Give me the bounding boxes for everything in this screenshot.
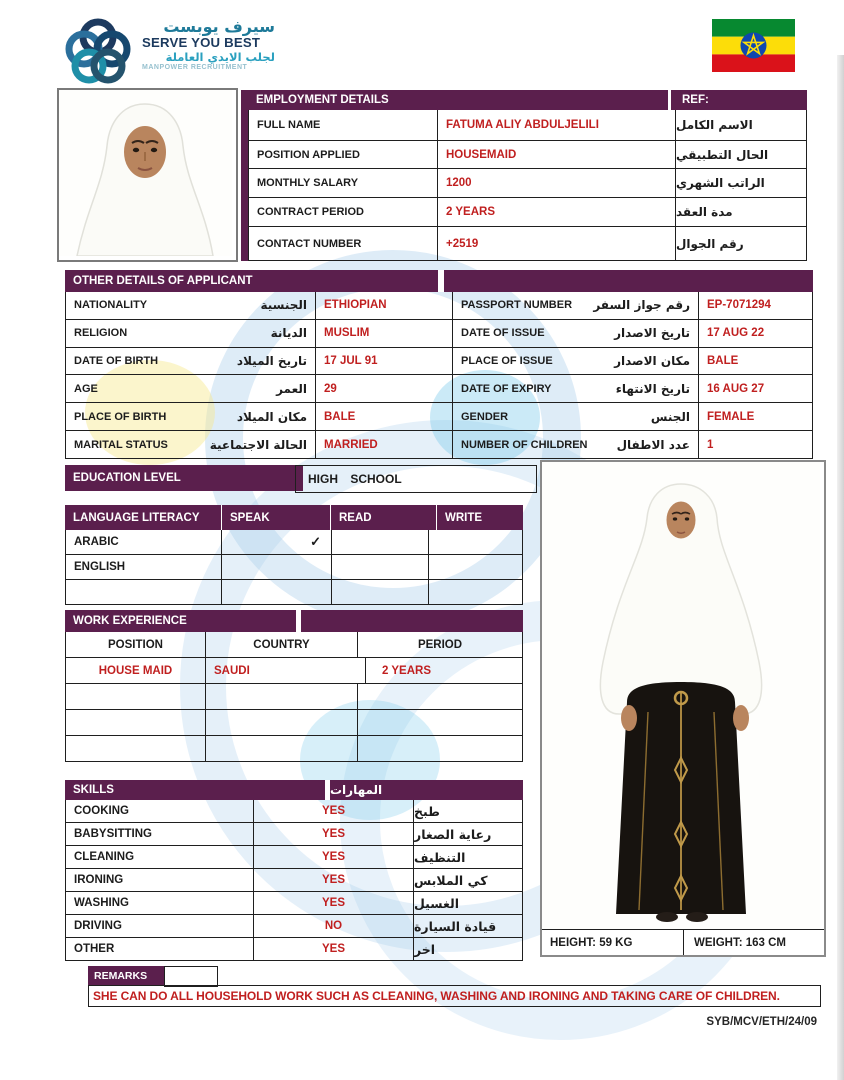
field-label-arabic: رقم جواز السفر bbox=[593, 298, 690, 313]
work-experience-table bbox=[65, 610, 523, 762]
column-header: WRITE bbox=[436, 505, 523, 530]
other-details-table bbox=[65, 270, 813, 459]
country-value bbox=[206, 710, 358, 735]
education-level-label: EDUCATION LEVEL bbox=[65, 465, 303, 491]
remarks-box bbox=[88, 985, 821, 1007]
applicant-portrait-photo bbox=[57, 88, 238, 262]
field-label-arabic: تاريخ الاصدار bbox=[614, 326, 690, 341]
skill-value: YES bbox=[254, 938, 414, 960]
field-label-arabic: مكان الاصدار bbox=[614, 354, 690, 369]
table-row bbox=[66, 709, 522, 735]
field-label-arabic: مدة العقد bbox=[676, 205, 733, 219]
field-label-arabic: مكان الميلاد bbox=[236, 409, 307, 424]
brand-arabic-tagline: لجلب الايدي العاملة bbox=[165, 49, 275, 64]
education-level-value: HIGH SCHOOL bbox=[295, 465, 537, 493]
write-cell bbox=[429, 555, 522, 579]
field-value: 1200 bbox=[438, 169, 676, 197]
skill-label: OTHER bbox=[66, 938, 254, 960]
field-value: FEMALE bbox=[707, 410, 755, 423]
table-row bbox=[249, 197, 806, 226]
brand-english-tagline: MANPOWER RECRUITMENT bbox=[142, 63, 248, 71]
column-header: PERIOD bbox=[417, 638, 463, 651]
table-row bbox=[249, 110, 806, 140]
field-label-arabic: الديانة bbox=[270, 326, 307, 341]
fullbody-photo-area bbox=[542, 462, 824, 929]
skills-table bbox=[65, 780, 523, 961]
work-experience-header bbox=[65, 610, 523, 632]
field-value: ETHIOPIAN bbox=[316, 292, 453, 319]
other-details-title: OTHER DETAILS OF APPLICANT bbox=[65, 270, 438, 292]
read-cell bbox=[332, 555, 429, 579]
skill-label: WASHING bbox=[66, 892, 254, 914]
skill-value: YES bbox=[254, 800, 414, 822]
language-literacy-table bbox=[65, 505, 523, 605]
field-label: MONTHLY SALARY bbox=[249, 169, 438, 197]
field-value: 16 AUG 27 bbox=[707, 382, 765, 395]
skill-label-arabic: كي الملابس bbox=[414, 872, 488, 888]
field-label-arabic: العمر bbox=[276, 381, 307, 396]
employment-title: EMPLOYMENT DETAILS bbox=[248, 90, 668, 110]
field-value: BALE bbox=[707, 355, 739, 368]
field-label-arabic: رقم الجوال bbox=[676, 236, 744, 251]
field-label-arabic: الحالة الاجتماعية bbox=[209, 437, 307, 452]
skills-title-arabic: المهارات bbox=[330, 780, 523, 800]
ref-label: REF: bbox=[671, 90, 807, 110]
read-cell bbox=[332, 530, 429, 554]
other-details-header-right bbox=[444, 270, 813, 292]
remarks-text: SHE CAN DO ALL HOUSEHOLD WORK SUCH AS CLEANING, WASHING AND IRONING AND TAKING CARE OF CHILDREN. bbox=[93, 989, 780, 1003]
write-cell bbox=[429, 530, 522, 554]
field-value: 17 JUL 91 bbox=[316, 348, 453, 375]
field-label: POSITION APPLIED bbox=[249, 141, 438, 168]
field-label: PASSPORT NUMBER bbox=[461, 299, 573, 312]
field-label: GENDER bbox=[461, 410, 509, 423]
language-name bbox=[66, 580, 222, 604]
employment-header bbox=[248, 90, 807, 110]
field-label: DATE OF ISSUE bbox=[461, 327, 545, 340]
skill-label: BABYSITTING bbox=[66, 823, 254, 845]
period-value bbox=[358, 736, 522, 761]
weight-value: WEIGHT: 163 CM bbox=[694, 936, 787, 949]
skill-value: YES bbox=[254, 869, 414, 891]
field-value: MARRIED bbox=[316, 431, 453, 458]
skill-label-arabic: الغسيل bbox=[414, 895, 460, 911]
table-row bbox=[66, 657, 522, 683]
work-experience-header-right bbox=[301, 610, 523, 632]
skill-label-arabic: رعاية الصغار bbox=[414, 826, 492, 842]
skill-label: COOKING bbox=[66, 800, 254, 822]
field-label-arabic: الراتب الشهري bbox=[676, 176, 765, 190]
field-value: 29 bbox=[316, 375, 453, 402]
table-row bbox=[66, 374, 812, 402]
skill-value: NO bbox=[254, 915, 414, 937]
skill-label: CLEANING bbox=[66, 846, 254, 868]
table-row bbox=[66, 891, 522, 914]
skill-label-arabic: طبخ bbox=[414, 803, 440, 819]
table-row bbox=[66, 937, 522, 960]
read-cell bbox=[332, 580, 429, 604]
remarks-title: REMARKS bbox=[88, 966, 170, 985]
language-name: ENGLISH bbox=[66, 555, 222, 579]
field-value: EP-7071294 bbox=[707, 299, 771, 312]
field-label: DATE OF BIRTH bbox=[74, 355, 159, 368]
scan-edge-shadow bbox=[837, 55, 844, 1080]
field-label: RELIGION bbox=[74, 327, 128, 340]
column-header: POSITION bbox=[66, 632, 206, 657]
table-row bbox=[66, 530, 522, 554]
height-weight-row bbox=[542, 929, 824, 955]
speak-cell bbox=[222, 555, 332, 579]
table-row bbox=[66, 822, 522, 845]
position-value bbox=[66, 736, 206, 761]
field-label-arabic: عدد الاطفال bbox=[616, 437, 690, 452]
language-name: ARABIC bbox=[66, 530, 222, 554]
column-header: READ bbox=[330, 505, 436, 530]
work-experience-title: WORK EXPERIENCE bbox=[65, 610, 296, 632]
applicant-fullbody-photo bbox=[540, 460, 826, 957]
field-label: FULL NAME bbox=[249, 110, 438, 140]
speak-cell bbox=[222, 580, 332, 604]
table-row bbox=[66, 579, 522, 604]
skill-value: YES bbox=[254, 892, 414, 914]
skill-label: DRIVING bbox=[66, 915, 254, 937]
field-label: NUMBER OF CHILDREN bbox=[461, 438, 588, 451]
field-label-arabic: الاسم الكامل bbox=[676, 118, 753, 132]
check-icon: ✓ bbox=[222, 530, 332, 554]
language-header bbox=[65, 505, 523, 530]
field-label: CONTRACT PERIOD bbox=[249, 198, 438, 226]
field-label: AGE bbox=[74, 382, 98, 395]
table-row bbox=[66, 347, 812, 375]
brand-english-name: SERVE YOU BEST bbox=[142, 34, 261, 50]
document-reference-code: SYB/MCV/ETH/24/09 bbox=[706, 1016, 817, 1028]
table-row bbox=[66, 430, 812, 458]
field-value: BALE bbox=[316, 403, 453, 430]
field-label-arabic: تاريخ الميلاد bbox=[236, 354, 307, 369]
field-value: 2 YEARS bbox=[438, 198, 676, 226]
table-row bbox=[66, 845, 522, 868]
write-cell bbox=[429, 580, 522, 604]
skill-value: YES bbox=[254, 846, 414, 868]
column-header: LANGUAGE LITERACY bbox=[73, 511, 200, 524]
table-row bbox=[66, 292, 812, 319]
position-value bbox=[66, 684, 206, 709]
skill-label: IRONING bbox=[66, 869, 254, 891]
field-label: NATIONALITY bbox=[74, 299, 148, 312]
field-label: PLACE OF BIRTH bbox=[74, 410, 167, 423]
field-label: CONTACT NUMBER bbox=[249, 227, 438, 260]
country-value: SAUDI bbox=[206, 658, 366, 683]
table-row bbox=[66, 319, 812, 347]
other-details-header bbox=[65, 270, 813, 292]
skills-header bbox=[65, 780, 523, 800]
ethiopia-flag-icon bbox=[712, 19, 795, 72]
skill-label-arabic: التنظيف bbox=[414, 849, 466, 865]
field-label-arabic: الجنس bbox=[650, 409, 690, 424]
table-row bbox=[66, 914, 522, 937]
field-label: PLACE OF ISSUE bbox=[461, 355, 553, 368]
column-header: COUNTRY bbox=[206, 632, 358, 657]
table-row bbox=[249, 168, 806, 197]
field-value: +2519 bbox=[438, 227, 676, 260]
column-header: SPEAK bbox=[221, 505, 330, 530]
field-label-arabic: الحال التطبيقي bbox=[676, 147, 769, 162]
skill-label-arabic: اخر bbox=[414, 941, 436, 957]
field-value: 17 AUG 22 bbox=[707, 327, 765, 340]
employment-details-table bbox=[241, 90, 807, 261]
field-label: DATE OF EXPIRY bbox=[461, 382, 552, 395]
brand-text-block bbox=[142, 18, 275, 71]
period-value bbox=[358, 684, 522, 709]
position-value: HOUSE MAID bbox=[66, 658, 206, 683]
table-row bbox=[66, 735, 522, 761]
skills-title: SKILLS bbox=[65, 780, 325, 800]
skill-value: YES bbox=[254, 823, 414, 845]
field-label-arabic: تاريخ الانتهاء bbox=[615, 381, 690, 396]
table-row bbox=[66, 402, 812, 430]
field-label-arabic: الجنسية bbox=[260, 298, 307, 313]
field-value: MUSLIM bbox=[316, 320, 453, 347]
table-row bbox=[66, 683, 522, 709]
brand-arabic-name: سيرف يوبست bbox=[163, 17, 275, 36]
position-value bbox=[66, 710, 206, 735]
logo-knot-icon bbox=[60, 14, 136, 90]
field-value: HOUSEMAID bbox=[438, 141, 676, 168]
table-row bbox=[249, 226, 806, 260]
table-row bbox=[66, 868, 522, 891]
column-header-row bbox=[66, 632, 522, 657]
country-value bbox=[206, 684, 358, 709]
period-value: 2 YEARS bbox=[382, 664, 432, 677]
table-row bbox=[66, 800, 522, 822]
field-value: 1 bbox=[707, 438, 714, 451]
remarks-header-extension bbox=[164, 966, 218, 987]
table-row bbox=[66, 554, 522, 579]
table-row bbox=[249, 140, 806, 168]
period-value bbox=[358, 710, 522, 735]
field-label: MARITAL STATUS bbox=[74, 438, 168, 451]
country-value bbox=[206, 736, 358, 761]
height-value: HEIGHT: 59 KG bbox=[542, 930, 684, 955]
field-value: FATUMA ALIY ABDULJELILI bbox=[438, 110, 676, 140]
skill-label-arabic: قيادة السيارة bbox=[414, 918, 497, 934]
